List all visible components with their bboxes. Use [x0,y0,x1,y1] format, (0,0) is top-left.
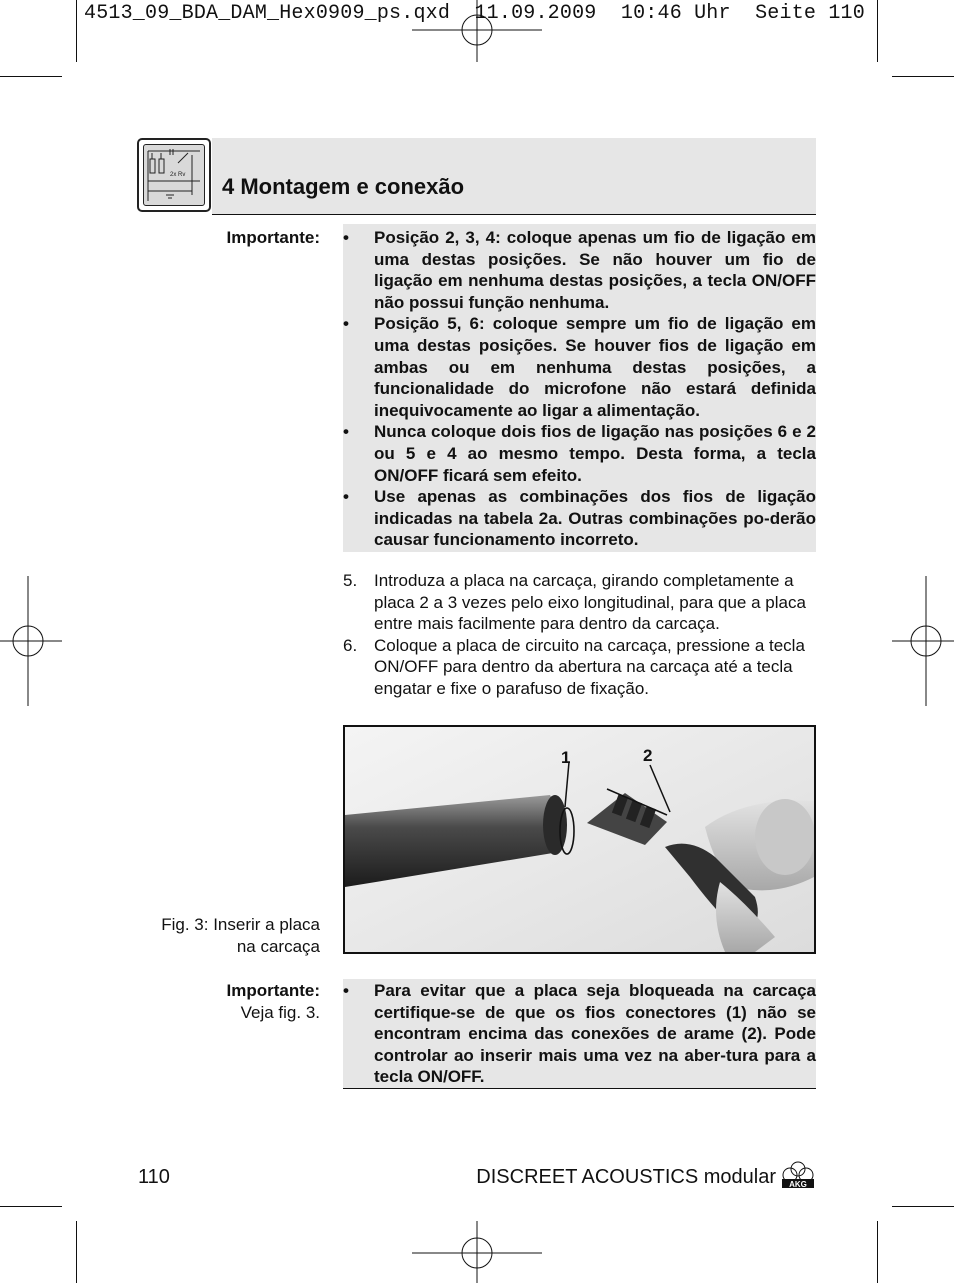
crop-mark [892,1206,954,1207]
important-note-box-2 [343,979,816,1089]
bullet-icon: • [343,314,349,334]
list-item: • Posição 2, 3, 4: coloque apenas um fio de ligação em uma destas posições. Se não houver um fio de ligação em nenhuma destas posições, a tecla ON/OFF não possui função nenhuma. [343,228,816,312]
circuit-diagram-icon [137,138,211,212]
figure-photo [343,725,816,954]
akg-logo-icon [779,1158,817,1190]
print-slug: 4513_09_BDA_DAM_Hex0909_ps.qxd 11.09.2009 10:46 Uhr Seite 110 [84,2,865,25]
list-item: 5. Introduza a placa na carcaça, girando completamente a placa 2 a 3 vezes pelo eixo longitudinal, para que a placa entre mais facilmente para dentro da carcaça. [343,571,806,634]
crop-mark [76,1221,77,1283]
important-label-2: Importante: Veja fig. 3. [226,981,320,1022]
icon-label: 2x Rv [170,172,186,178]
bullet-icon: • [343,487,349,507]
important-label: Importante: [226,228,320,247]
page-number: 110 [138,1166,170,1188]
callout-1: 1 [561,748,571,767]
list-item: • Use apenas as combinações dos fios de ligação indicadas na tabela 2a. Outras combinações po-derão causar funcionamento incorreto. [343,487,816,550]
bullet-icon: • [343,981,349,1000]
crop-mark [0,76,62,77]
bullet-icon: • [343,228,349,247]
crop-mark [892,76,954,77]
product-name: DISCREET ACOUSTICS modular [476,1166,776,1188]
svg-text:AKG: AKG [789,1180,807,1189]
registration-mark-icon [412,0,542,62]
see-figure-note: Veja fig. 3. [240,1002,320,1022]
important-note-box [343,224,816,552]
crop-mark [877,0,878,62]
registration-mark-icon [0,576,62,706]
registration-mark-icon [412,1221,542,1283]
list-item: • Posição 5, 6: coloque sempre um fio de ligação em uma destas posições. Se houver fios de ligação em ambas ou em nenhuma destas posições, a funcionalidade do microfone não estará definida inequivocamente ao ligar a alimentação. [343,314,816,420]
bullet-icon: • [343,422,349,442]
list-item: 6. Coloque a placa de circuito na carcaça, pressione a tecla ON/OFF para dentro da abertura na carcaça até a tecla engatar e fixe o parafuso de fixação. [343,635,805,698]
callout-2: 2 [643,746,653,765]
section-title: 4 Montagem e conexão [222,174,465,199]
crop-mark [877,1221,878,1283]
list-item: • Para evitar que a placa seja bloqueada na carcaça certifique-se de que os fios conectores (1) não se encontram encima das conexões de arame (2). Pode controlar ao inserir mais uma vez na aber-tura para a tecla ON/OFF. [343,981,816,1087]
crop-mark [0,1206,62,1207]
registration-mark-icon [892,576,954,706]
list-item: • Nunca coloque dois fios de ligação nas posições 6 e 2 ou 5 e 4 ao mesmo tempo. Desta forma, a tecla ON/OFF ficará sem efeito. [343,422,816,485]
figure-caption: Fig. 3: Inserir a placa na carcaça [161,915,320,956]
step-list [343,570,816,700]
crop-mark [76,0,77,62]
